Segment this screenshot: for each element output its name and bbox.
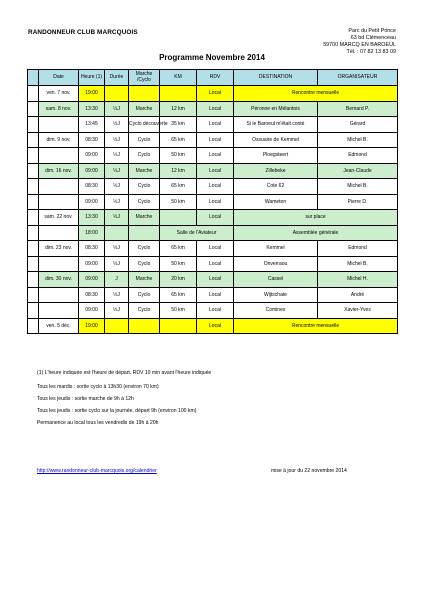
cell-heure: 08:30 (79, 179, 105, 195)
cell-destination: Onverraou (234, 256, 318, 272)
cell-type: Cyclo (129, 241, 160, 257)
cell-km: 65 km (160, 287, 197, 303)
cell-heure: 13:30 (79, 210, 105, 226)
cell-heure: 09:00 (79, 163, 105, 179)
row-spacer (28, 272, 39, 288)
column-header: RDV (197, 70, 234, 86)
page-title: Programme Novembre 2014 (159, 53, 265, 62)
cell-type (129, 225, 160, 241)
cell-km: 50 km (160, 194, 197, 210)
cell-organisateur: Edmond (318, 241, 398, 257)
cell-date: ven. 7 nov. (39, 86, 79, 102)
cell-duree: ½J (105, 163, 129, 179)
cell-date (39, 225, 79, 241)
cell-rdv: Local (197, 241, 234, 257)
cell-type: Cyclo (129, 256, 160, 272)
row-spacer (28, 303, 39, 319)
cell-destination: Wijtschate (234, 287, 318, 303)
cell-heure: 18:00 (79, 225, 105, 241)
table-row (28, 163, 398, 179)
cell-organisateur: Edmond (318, 148, 398, 164)
header-spacer (28, 70, 39, 86)
cell-heure: 09:00 (79, 303, 105, 319)
cell-organisateur: Xavier-Yves (318, 303, 398, 319)
cell-destination: Cassel (234, 272, 318, 288)
cell-destination: Assemblée générale (234, 225, 398, 241)
cell-date (39, 287, 79, 303)
cell-heure: 09:00 (79, 272, 105, 288)
cell-heure: 08:30 (79, 287, 105, 303)
note-line: (1) L'heure indiquée est l'heure de départ. RDV 10 min avant l'heure indiquée (37, 370, 212, 376)
cell-type: Marche (129, 101, 160, 117)
cell-rdv: Local (197, 287, 234, 303)
row-spacer (28, 256, 39, 272)
cell-date (39, 148, 79, 164)
table-row (28, 101, 398, 117)
table-row (28, 256, 398, 272)
cell-type (129, 86, 160, 102)
table-row (28, 303, 398, 319)
row-spacer (28, 163, 39, 179)
cell-date: ven. 5 déc. (39, 318, 79, 334)
cell-km: 20 km (160, 272, 197, 288)
cell-heure: 09:00 (79, 256, 105, 272)
cell-date: dim. 9 nov. (39, 132, 79, 148)
cell-rdv: Local (197, 210, 234, 226)
cell-km: 50 km (160, 256, 197, 272)
column-header: KM (160, 70, 197, 86)
note-line: Tous les jeudis : sortie marche de 9h à 12h (37, 396, 134, 402)
cell-km: 65 km (160, 241, 197, 257)
cell-rdv: Local (197, 318, 234, 334)
row-spacer (28, 287, 39, 303)
cell-duree (105, 86, 129, 102)
cell-type: Cyclo (129, 194, 160, 210)
note-line: Permanence au local tous les vendredis de 19h à 20h (37, 420, 159, 426)
address-phone: Tél. : 07 82 13 83 09 (346, 49, 396, 55)
cell-heure: 09:00 (79, 194, 105, 210)
cell-km (160, 210, 197, 226)
cell-duree: ½J (105, 194, 129, 210)
club-name: RANDONNEUR CLUB MARCQUOIS (28, 29, 138, 36)
cell-date: dim. 23 nov. (39, 241, 79, 257)
note-line: Tous les jeudis : sortie cyclo sur la journée, départ 9h (environ 100 km) (37, 408, 197, 414)
cell-km: 65 km (160, 132, 197, 148)
cell-organisateur: Jean-Claude (318, 163, 398, 179)
cell-heure: 13:30 (79, 101, 105, 117)
table-row (28, 194, 398, 210)
cell-organisateur: Pierre D. (318, 194, 398, 210)
cell-type: Marche (129, 272, 160, 288)
cell-km: 35 km (160, 117, 197, 133)
cell-organisateur: Michel B. (318, 132, 398, 148)
table-row (28, 210, 398, 226)
table-row (28, 132, 398, 148)
column-header: Durée (105, 70, 129, 86)
cell-date: dim. 30 nov. (39, 272, 79, 288)
cell-duree (105, 225, 129, 241)
cell-duree: ½J (105, 303, 129, 319)
program-table (27, 69, 398, 334)
cell-type: Cyclo (129, 287, 160, 303)
cell-type: Cyclo découverte (129, 117, 160, 133)
update-date: mise à jour du 22 novembre 2014 (271, 468, 347, 474)
note-line: Tous les mardis : sortie cyclo à 13h30 (environ 70 km) (37, 384, 159, 390)
cell-destination: Péronne en Mélantois (234, 101, 318, 117)
table-row (28, 272, 398, 288)
cell-rdv: Local (197, 132, 234, 148)
cell-organisateur: Michel B. (318, 256, 398, 272)
table-row (28, 179, 398, 195)
column-header: Marche /Cyclo (129, 70, 160, 86)
cell-type: Cyclo (129, 179, 160, 195)
cell-destination: Cote 62 (234, 179, 318, 195)
cell-organisateur: Michel B. (318, 179, 398, 195)
cell-date: sam. 22 nov. (39, 210, 79, 226)
cell-km (160, 86, 197, 102)
cell-duree: ½J (105, 210, 129, 226)
calendar-link[interactable]: http://www.randonneur-club-marcquois.org/calendrier (37, 468, 157, 474)
cell-km: 65 km (160, 179, 197, 195)
cell-duree: ½J (105, 256, 129, 272)
row-spacer (28, 179, 39, 195)
cell-type: Cyclo (129, 303, 160, 319)
cell-destination: Rencontre mensuelle (234, 86, 398, 102)
cell-type: Marche (129, 210, 160, 226)
table-row (28, 86, 398, 102)
cell-rdv: Local (197, 272, 234, 288)
cell-date: dim. 16 nov. (39, 163, 79, 179)
cell-organisateur: Bernard P. (318, 101, 398, 117)
row-spacer (28, 86, 39, 102)
cell-heure: 13:45 (79, 117, 105, 133)
row-spacer (28, 117, 39, 133)
row-spacer (28, 132, 39, 148)
cell-destination: Ploegsteert (234, 148, 318, 164)
cell-heure: 08:30 (79, 241, 105, 257)
cell-km: 50 km (160, 303, 197, 319)
cell-duree: ½J (105, 287, 129, 303)
cell-rdv: Local (197, 194, 234, 210)
row-spacer (28, 194, 39, 210)
cell-type (129, 318, 160, 334)
cell-heure: 19:00 (79, 86, 105, 102)
row-spacer (28, 210, 39, 226)
address-line: Parc du Petit Prince (348, 28, 396, 34)
cell-destination: Ossuaire de Kemmel (234, 132, 318, 148)
table-row (28, 241, 398, 257)
cell-rdv: Local (197, 303, 234, 319)
table-row (28, 225, 398, 241)
cell-destination: Rencontre mensuelle (234, 318, 398, 334)
cell-duree: ½J (105, 148, 129, 164)
row-spacer (28, 148, 39, 164)
cell-organisateur: Michel H. (318, 272, 398, 288)
column-header: Heure (1) (79, 70, 105, 86)
cell-destination: sur place (234, 210, 398, 226)
cell-organisateur: André (318, 287, 398, 303)
cell-rdv: Local (197, 179, 234, 195)
cell-date: sam. 8 nov. (39, 101, 79, 117)
column-header: Date (39, 70, 79, 86)
table-body (28, 86, 398, 334)
cell-type: Cyclo (129, 148, 160, 164)
cell-duree: ½J (105, 179, 129, 195)
cell-rdv: Local (197, 86, 234, 102)
table-row (28, 318, 398, 334)
cell-duree: J (105, 272, 129, 288)
cell-type: Marche (129, 163, 160, 179)
cell-km: 12 km (160, 163, 197, 179)
row-spacer (28, 241, 39, 257)
cell-type: Cyclo (129, 132, 160, 148)
cell-duree: ½J (105, 101, 129, 117)
column-header: DESTINATION (234, 70, 318, 86)
row-spacer (28, 318, 39, 334)
cell-rdv: Local (197, 101, 234, 117)
cell-date (39, 117, 79, 133)
cell-organisateur: Gérard (318, 117, 398, 133)
table-header-row (28, 70, 398, 86)
cell-km (160, 318, 197, 334)
cell-km: 50 km (160, 148, 197, 164)
column-header: ORGANISATEUR (318, 70, 398, 86)
cell-destination: Kemmel (234, 241, 318, 257)
cell-rdv: Salle de l'Aviateur (160, 225, 234, 241)
cell-destination: Comines (234, 303, 318, 319)
cell-date (39, 303, 79, 319)
cell-date (39, 194, 79, 210)
cell-duree (105, 318, 129, 334)
cell-heure: 19:00 (79, 318, 105, 334)
club-address (256, 28, 396, 56)
cell-km: 12 km (160, 101, 197, 117)
table-row (28, 148, 398, 164)
address-line: 63 bd Clémenceau (350, 35, 396, 41)
address-line: 59700 MARCQ EN BAROEUL (323, 42, 396, 48)
cell-duree: ½J (105, 241, 129, 257)
cell-duree: ½J (105, 117, 129, 133)
cell-date (39, 256, 79, 272)
cell-destination: Si le Baroeul m'était conté (234, 117, 318, 133)
row-spacer (28, 225, 39, 241)
cell-date (39, 179, 79, 195)
cell-rdv: Local (197, 256, 234, 272)
cell-heure: 08:30 (79, 132, 105, 148)
table-row (28, 287, 398, 303)
table-row (28, 117, 398, 133)
cell-destination: Wameton (234, 194, 318, 210)
cell-heure: 09:00 (79, 148, 105, 164)
cell-rdv: Local (197, 163, 234, 179)
cell-duree: ½J (105, 132, 129, 148)
row-spacer (28, 101, 39, 117)
cell-rdv: Local (197, 148, 234, 164)
cell-rdv: Local (197, 117, 234, 133)
cell-destination: Zillebeke (234, 163, 318, 179)
